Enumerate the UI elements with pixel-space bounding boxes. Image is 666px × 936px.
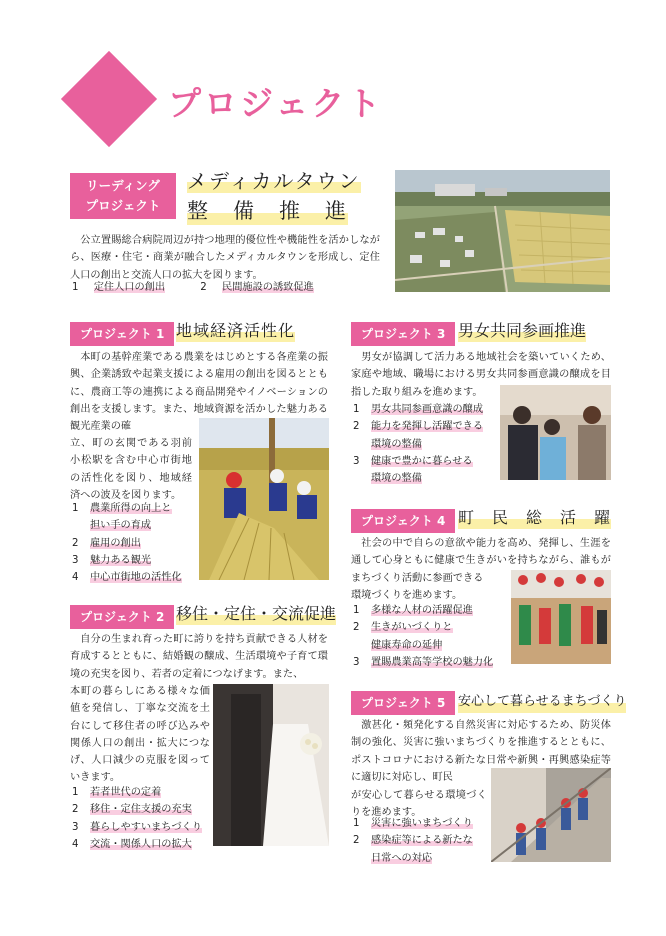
list-item: 健康寿命の延伸 xyxy=(371,639,443,651)
list-item: 2 感染症等による新たな xyxy=(353,835,473,847)
diamond-icon xyxy=(61,51,157,147)
list-item: 3 健康で豊かに暮らせる xyxy=(353,455,473,467)
list-item: 環境の整備 xyxy=(371,473,422,485)
evacuation-drill-photo xyxy=(491,768,611,862)
list-item: 4 交流・関係人口の拡大 xyxy=(72,838,192,850)
list-item: 2 移住・定住支援の充実 xyxy=(72,804,192,816)
harvest-photo xyxy=(199,418,329,580)
leading-body: 公立置賜総合病院周辺が持つ地理的優位性や機能性を活かしながら、医療・住宅・商業が融合したメディカルタウンを形成し、定住人口の創出と交流人口の拡大を図ります。 xyxy=(70,235,380,281)
leading-tag-line1: リーディング xyxy=(86,178,160,193)
leading-title-line1: メディカルタウン xyxy=(187,169,361,193)
list-item: 3 魅力ある観光 xyxy=(72,554,152,566)
seminar-photo xyxy=(500,385,611,480)
list-item: 2 能力を発揮し活躍できる xyxy=(353,421,484,433)
project-1-list xyxy=(70,500,200,586)
project-2-list xyxy=(70,784,220,853)
festival-photo xyxy=(511,570,611,664)
list-item: 4 中心市街地の活性化 xyxy=(72,572,182,584)
leading-item-1-num: 1 xyxy=(72,282,79,293)
list-item: 2 生きがいづくりと xyxy=(353,622,453,634)
project-4-body-wrap: 環境づくりを進めます。 xyxy=(351,590,463,601)
project-3-title: 男女共同参画推進 xyxy=(458,321,587,340)
leading-item-2-num: 2 xyxy=(200,282,207,293)
project-4-title: 町 民 総 活 躍 xyxy=(458,508,612,527)
project-5-tag: プロジェクト 5 xyxy=(351,691,455,715)
leading-item-1-label: 定住人口の創出 xyxy=(93,282,166,293)
leading-tag-line2: プロジェクト xyxy=(85,198,161,213)
list-item: 日常への対応 xyxy=(371,852,433,864)
project-3-list xyxy=(351,401,501,487)
project-5-body-wrap: が安心して暮らせる環境づくりを進めます。 xyxy=(351,790,487,819)
project-5-title: 安心して暮らせるまちづくり xyxy=(458,691,626,713)
project-2-body: 自分の生まれ育った町に誇りを持ち貢献できる人材を育成するとともに、結婚観の醸成、生活環境や子育て環境の充実を図り、若者の定着につなげます。また、 xyxy=(70,634,328,680)
project-2-title: 移住・定住・交流促進 xyxy=(176,604,337,623)
project-4-tag: プロジェクト 4 xyxy=(351,509,455,533)
list-item: 担い手の育成 xyxy=(90,520,152,532)
project-5-list xyxy=(351,815,491,867)
project-3-tag: プロジェクト 3 xyxy=(351,322,455,346)
project-2-body-wrap: 本町の暮らしにある様々な価値を発信し、丁寧な交流を土台にして移住者の呼び込みや関係人口の創出・拡大につなげ、人口減少の克服を図っていきます。 xyxy=(70,686,210,784)
page-title: プロジェクト xyxy=(168,84,384,123)
leading-title-line2: 整 備 推 進 xyxy=(187,199,348,223)
list-item: 1 若者世代の定着 xyxy=(72,787,162,798)
project-5-body: 激甚化・頻発化する自然災害に対応するため、防災体制の強化、災害に強いまちづくりを推進するとともに、ポストコロナにおける新たな日常や新興・再興感染症等に適切に対応し、町民 xyxy=(351,720,611,783)
list-item: 2 雇用の創出 xyxy=(72,537,141,549)
list-item: 3 暮らしやすいまちづくり xyxy=(72,821,202,833)
list-item: 1 農業所得の向上と xyxy=(72,503,172,514)
list-item: 環境の整備 xyxy=(371,438,422,450)
project-1-tag: プロジェクト 1 xyxy=(70,322,174,346)
list-item: 1 災害に強いまちづくり xyxy=(353,818,473,829)
leading-item-2-label: 民間施設の誘致促進 xyxy=(222,282,314,293)
list-item: 1 多様な人材の活躍促進 xyxy=(353,605,473,616)
project-2-tag: プロジェクト 2 xyxy=(70,605,174,629)
project-1-body: 本町の基幹産業である農業をはじめとする各産業の振興、企業誘致や起業支援による雇用の創出を図るとともに、農商工等の連携による商品開発やイノベーションの創出を支援します。また、地域資源を活かした魅力ある観光産業の確 xyxy=(70,352,328,433)
leading-tag xyxy=(70,173,176,219)
project-4-body: 社会の中で自らの意欲や能力を高め、発揮し、生涯を通して心身ともに健康で生きがいを持ちながら、誰もがまちづくり活動に参画できる xyxy=(351,538,611,584)
wedding-photo xyxy=(213,684,329,846)
leading-items xyxy=(72,279,314,296)
project-1-title: 地域経済活性化 xyxy=(176,321,296,340)
aerial-photo xyxy=(395,170,610,292)
project-1-body-wrap: 立、町の玄関である羽前小松駅を含む中心市街地の活性化を図り、地域経済への波及を図ります。 xyxy=(70,438,192,501)
list-item: 1 男女共同参画意識の醸成 xyxy=(353,404,484,415)
project-3-body: 男女が協調して活力ある地域社会を築いていくため、家庭や地域、職場における男女共同参画意識の醸成を目指した取り組みを進めます。 xyxy=(351,352,611,398)
list-item: 3 置賜農業高等学校の魅力化 xyxy=(353,656,494,668)
project-4-list xyxy=(351,602,511,671)
